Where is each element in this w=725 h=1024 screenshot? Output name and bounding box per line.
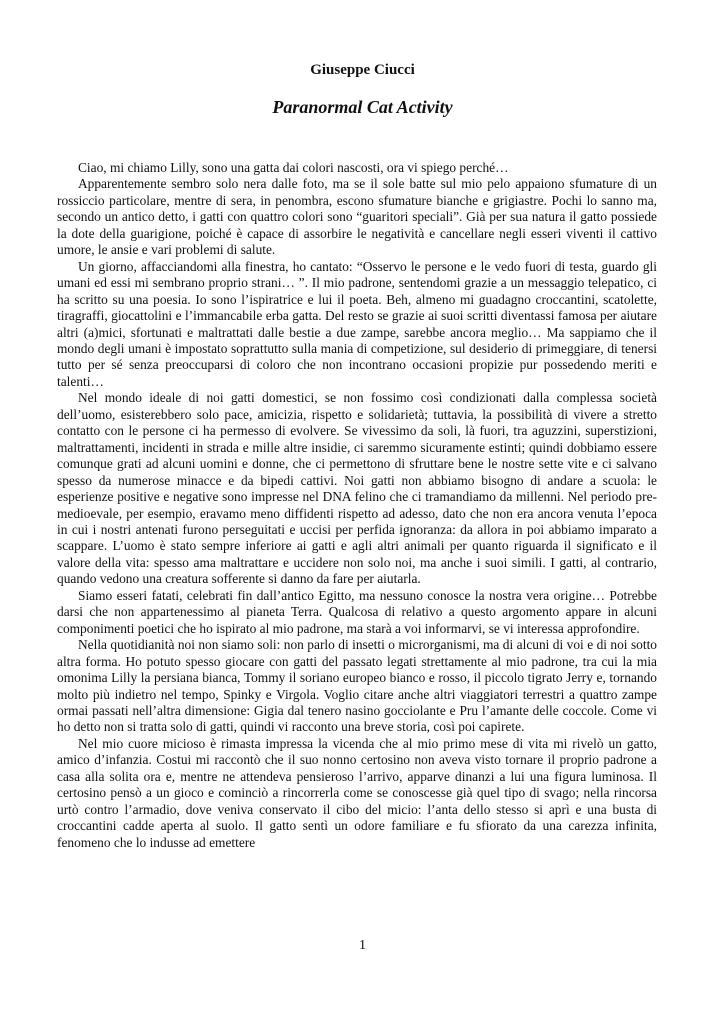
page-number: 1 xyxy=(359,938,366,953)
paragraph: Ciao, mi chiamo Lilly, sono una gatta dai colori nascosti, ora vi spiego perché… xyxy=(78,160,509,175)
paragraph: Apparentemente sembro solo nera dalle foto, ma se il sole batte sul mio pelo appaiono sfumature di un rossiccio particolare, mentre di sera, in penombra, escono sfumature bianche e grigiastre. Pochi lo sanno ma, secondo un antico detto, i gatti con quattro colori sono “guaritori speciali”. Già per sua natura il gatto possiede la dote della guarigione, poiché è capace di assorbire le negatività e cancellare negli esseri viventi il cattivo umore, le ansie e vari problemi di salute. xyxy=(57,176,657,258)
paragraph: Un giorno, affacciandomi alla finestra, ho cantato: “Osservo le persone e le vedo fuori di testa, guardo gli umani ed essi mi sembrano proprio strani… ”. Il mio padrone, sentendomi grazie a un messaggio telepatico, ci ha scritto su una poesia. Io sono l’ispiratrice e lui il poeta. Beh, almeno mi guadagno croccantini, scatolette, tiragraffi, giocattolini e l’immancabile erba gatta. Del resto se grazie ai suoi scritti diventassi famosa per aiutare altri (a)mici, sfortunati e maltrattati dalle bestie a due zampe, sarebbe ancora meglio… Ma sappiamo che il mondo degli umani è impostato soprattutto sulla mania di competizione, sul desiderio di primeggiare, di tenersi tutto per sé senza preoccuparsi di coloro che non incontrano occasioni propizie pur possedendo meriti e talenti… xyxy=(57,258,657,389)
author-name: Giuseppe Ciucci xyxy=(310,62,415,78)
paragraph: Nel mondo ideale di noi gatti domestici, se non fossimo così condizionati dalla complessa società dell’uomo, esisterebbero solo pace, amicizia, rispetto e solidarietà; tuttavia, la possibilità di vivere a stretto contatto con le persone ci ha permesso di evolvere. Se vivessimo da soli, là fuori, tra aguzzini, superstizioni, maltrattamenti, incidenti in strada e mille altre insidie, ci saremmo sicuramente estinti; quindi dobbiamo essere comunque grati ad alcuni uomini e donne, che ci permettono di sfruttare bene le nostre sette vite e ci salvano spesso da numerose minacce e da bipedi cattivi. Noi gatti non abbiamo bisogno di andare a scuola: le esperienze positive e negative sono impresse nel DNA felino che ci tramandiamo da millenni. Nel periodo pre-medioevale, per esempio, eravamo meno diffidenti rispetto ad adesso, dato che non era ancora venuta l’epoca in cui i nostri antenati furono perseguitati e uccisi per perfida ignoranza: da allora in poi abbiamo imparato a scappare. L’uomo è stato sempre inferiore ai gatti e agli altri animali per quanto riguarda il significato e il valore della vita: spesso ama maltrattare e uccidere non solo noi, ma anche i suoi simili. I gatti, al contrario, quando vedono una creatura sofferente si danno da fare per aiutarla. xyxy=(57,390,657,587)
paragraph: Siamo esseri fatati, celebrati fin dall’antico Egitto, ma nessuno conosce la nostra vera origine… Potrebbe darsi che non appartenessimo al pianeta Terra. Qualcosa di relativo a questo argomento appare in alcuni componimenti poetici che ho ispirato al mio padrone, ma starà a voi informarvi, se vi interessa approfondire. xyxy=(57,587,657,636)
paragraph: Nel mio cuore micioso è rimasta impressa la vicenda che al mio primo mese di vita mi rivelò un gatto, amico d’infanzia. Costui mi raccontò che il suo nonno certosino non aveva visto tornare il proprio padrone a casa alla solita ora e, mentre ne attendeva pensieroso l’arrivo, apparve dinanzi a lui una figura luminosa. Il certosino pensò a un gioco e cominciò a rincorrerla come se conoscesse già quel tipo di svago; nella rincorsa urtò contro l’armadio, dove veniva conservato il cibo del micio: l’anta dello stesso si aprì e una busta di croccantini cadde aperta al suolo. Il gatto sentì un odore familiare e fu sfiorato da una carezza infinita, fenomeno che lo indusse ad emettere xyxy=(57,735,657,850)
paragraph: Nella quotidianità noi non siamo soli: non parlo di insetti o microrganismi, ma di alcuni di voi e di noi sotto altra forma. Ho potuto spesso giocare con gatti del passato legati strettamente al mio padrone, tra cui la mia omonima Lilly la persiana bianca, Tommy il soriano europeo bianco e rosso, il piccolo tigrato Jerry e, tornando molto più indietro nel tempo, Spinky e Virgola. Voglio citare anche altri viaggiatori terrestri a quattro zampe ormai passati nell’altra dimensione: Gigia dal tenero nasino gocciolante e Pru l’amante delle coccole. Come vi ho detto non si tratta solo di gatti, quindi vi racconto una breve storia, così poi capirete. xyxy=(57,637,657,735)
document-title: Paranormal Cat Activity xyxy=(272,97,453,117)
body-text xyxy=(57,160,657,851)
